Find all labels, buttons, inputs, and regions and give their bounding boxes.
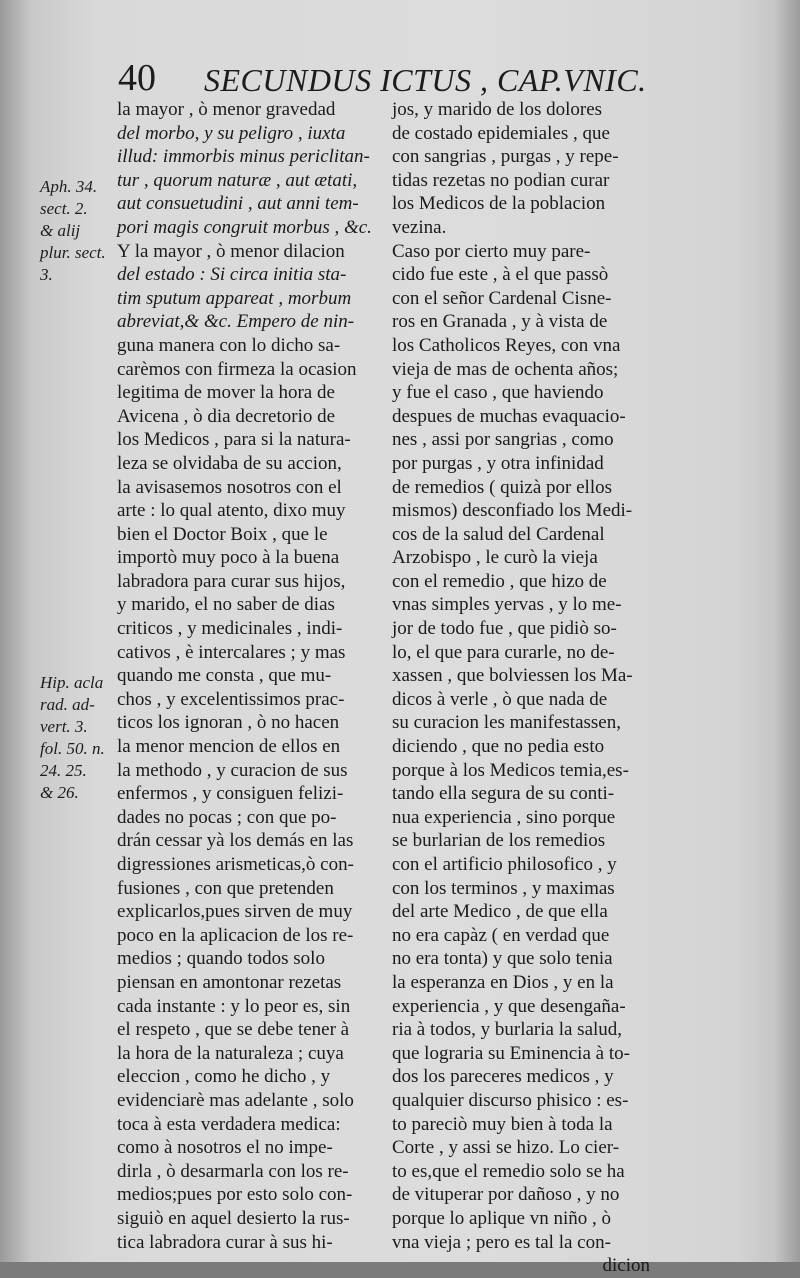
marginal-note-line: sect. 2. (40, 199, 88, 218)
text-line: Corte , y assi se hizo. Lo cier- (392, 1137, 620, 1159)
text-line: enfermos , y consiguen felizi- (117, 783, 344, 805)
text-line: qualquier discurso phisico : es- (392, 1089, 629, 1111)
text-line: mismos) desconfiado los Medi- (392, 500, 633, 522)
text-line: vezina. (392, 216, 447, 238)
text-line: toca à esta verdadera medica: (117, 1113, 341, 1135)
text-line: con el remedio , que hizo de (392, 570, 607, 592)
text-line: con el señor Cardenal Cisne- (392, 287, 612, 309)
text-line: arte : lo qual atento, dixo muy (117, 500, 346, 522)
text-line: nua experiencia , sino porque (392, 806, 616, 828)
marginal-note-line: fol. 50. n. (40, 739, 105, 758)
text-line: cada instante : y lo peor es, sin (117, 995, 351, 1017)
marginal-note-line: & 26. (40, 783, 79, 802)
text-line: importò muy poco à la buena (117, 547, 340, 569)
text-line: de remedios ( quizà por ellos (392, 476, 613, 498)
text-line: dicion (602, 1255, 650, 1277)
text-line: xassen , que bolviessen los Ma- (392, 665, 633, 687)
text-line: tando ella segura de su conti- (392, 783, 615, 805)
running-head: SECUNDUS ICTUS , CAP.VNIC. (204, 62, 647, 98)
marginal-note-line: & alij (40, 221, 81, 240)
text-line: medios;pues por esto solo con- (117, 1184, 353, 1206)
text-line: los Catholicos Reyes, con vna (392, 334, 621, 356)
marginal-note-line: Aph. 34. (40, 177, 98, 196)
text-line: diciendo , que no pedia esto (392, 736, 605, 758)
marginal-note-hippocrates (40, 672, 105, 804)
text-line: cos de la salud del Cardenal (392, 523, 605, 545)
text-line: por purgas , y otra infinidad (392, 452, 604, 474)
text-line: labradora para curar sus hijos, (117, 570, 346, 592)
text-line: la esperanza en Dios , y en la (392, 971, 614, 993)
text-line: del morbo, y su peligro , iuxta (117, 122, 346, 144)
text-line: porque lo aplique vn niño , ò (392, 1207, 611, 1229)
text-line: carèmos con firmeza la ocasion (117, 358, 357, 380)
text-line: jor de todo fue , que pidiò so- (392, 618, 617, 640)
text-line: pori magis congruit morbus , &c. (117, 216, 372, 238)
text-line: no era capàz ( en verdad que (392, 924, 610, 946)
text-line: despues de muchas evaquacio- (392, 405, 626, 427)
text-line: to pareciò muy bien à toda la (392, 1113, 613, 1135)
text-line: fusiones , con que pretenden (117, 877, 334, 899)
text-line: vna vieja ; pero es tal la con- (392, 1231, 611, 1253)
text-line: ticos los ignoran , ò no hacen (117, 712, 340, 734)
text-line: drán cessar yà los demás en las (117, 830, 354, 852)
text-line: con los terminos , y maximas (392, 877, 615, 899)
text-line: dos los pareceres medicos , y (392, 1066, 614, 1088)
text-line: porque à los Medicos temia,es- (392, 759, 629, 781)
text-line: cativos , è intercalares ; y mas (117, 641, 346, 663)
text-line: piensan en amontonar rezetas (117, 971, 342, 993)
text-line: experiencia , y que desengaña- (392, 995, 626, 1017)
text-line: dicos à verle , ò que nada de (392, 688, 608, 710)
marginal-note-line: vert. 3. (40, 717, 88, 736)
text-line: su curacion les manifestassen, (392, 712, 621, 734)
text-line: explicarlos,pues sirven de muy (117, 901, 353, 923)
text-line: la menor mencion de ellos en (117, 736, 341, 758)
text-line: guna manera con lo dicho sa- (117, 334, 341, 356)
marginal-note-line: 3. (40, 265, 53, 284)
text-line: que lograria su Eminencia à to- (392, 1042, 630, 1064)
text-column-right (392, 98, 650, 1278)
text-line: aut consuetudini , aut anni tem- (117, 193, 359, 215)
text-line: legitima de mover la hora de (117, 382, 335, 404)
text-line: nes , assi por sangrias , como (392, 429, 614, 451)
text-line: dirla , ò desarmarla con los re- (117, 1160, 349, 1182)
text-line: tica labradora curar à sus hi- (117, 1231, 333, 1253)
text-line: illud: immorbis minus periclitan- (117, 146, 370, 168)
text-line: to es,que el remedio solo se ha (392, 1160, 625, 1182)
text-line: y marido, el no saber de dias (117, 594, 335, 616)
text-line: Caso por cierto muy pare- (392, 240, 591, 262)
text-line: la mayor , ò menor gravedad (117, 99, 336, 120)
marginal-note-aphorism (40, 176, 106, 286)
text-line: criticos , y medicinales , indi- (117, 618, 343, 640)
text-line: tur , quorum naturæ , aut ætati, (117, 169, 358, 191)
text-line: y fue el caso , que haviendo (392, 382, 604, 404)
text-line: los Medicos , para si la natura- (117, 429, 351, 451)
text-line: se burlarian de los remedios (392, 830, 606, 852)
text-line: abreviat,& &c. Empero de nin- (117, 311, 355, 333)
text-line: tidas rezetas no podian curar (392, 169, 610, 191)
text-line: no era tonta) y que solo tenia (392, 948, 613, 970)
text-line: vnas simples yervas , y lo me- (392, 594, 622, 616)
text-line: la methodo , y curacion de sus (117, 759, 348, 781)
text-line: quando me consta , que mu- (117, 665, 332, 687)
text-line: de vituperar por dañoso , y no (392, 1184, 620, 1206)
text-line: del arte Medico , de que ella (392, 901, 608, 923)
page-number: 40 (118, 57, 156, 99)
text-column-left (117, 98, 379, 1254)
text-line: digressiones arismeticas,ò con- (117, 854, 354, 875)
text-line: Arzobispo , le curò la vieja (392, 547, 598, 569)
text-line: de costado epidemiales , que (392, 122, 610, 144)
text-line: evidenciarè mas adelante , solo (117, 1089, 354, 1111)
text-line: los Medicos de la poblacion (392, 193, 606, 215)
text-line: vieja de mas de ochenta años; (392, 358, 619, 380)
text-line: la avisasemos nosotros con el (117, 476, 342, 498)
text-line: como à nosotros el no impe- (117, 1137, 333, 1159)
page-header (118, 56, 647, 104)
text-line: Avicena , ò dia decretorio de (117, 405, 336, 427)
text-line: eleccion , como he dicho , y (117, 1066, 331, 1088)
text-line: ros en Granada , y à vista de (392, 311, 608, 333)
text-line: con sangrias , purgas , y repe- (392, 146, 619, 168)
text-line: poco en la aplicacion de los re- (117, 924, 354, 946)
text-line: con el artificio philosofico , y (392, 854, 617, 875)
text-line: ria à todos, y burlaria la salud, (392, 1019, 623, 1041)
marginal-note-line: Hip. acla (40, 673, 104, 692)
text-line: medios ; quando todos solo (117, 948, 325, 970)
text-line: dades no pocas ; con que po- (117, 806, 337, 828)
marginal-note-line: plur. sect. (40, 243, 106, 262)
text-line: cido fue este , à el que passò (392, 264, 609, 286)
text-line: lo, el que para curarle, no de- (392, 641, 615, 663)
text-line: jos, y marido de los dolores (392, 99, 603, 120)
text-line: bien el Doctor Boix , que le (117, 523, 328, 545)
text-line: siguiò en aquel desierto la rus- (117, 1207, 350, 1229)
text-line: el respeto , que se debe tener à (117, 1019, 350, 1041)
text-line: chos , y excelentissimos prac- (117, 688, 345, 710)
marginal-note-line: 24. 25. (40, 761, 87, 780)
text-line: Y la mayor , ò menor dilacion (117, 240, 345, 262)
marginal-note-line: rad. ad- (40, 695, 95, 714)
text-line: leza se olvidaba de su accion, (117, 452, 342, 474)
text-line: tim sputum appareat , morbum (117, 287, 352, 309)
text-line: del estado : Si circa initia sta- (117, 264, 347, 286)
text-line: la hora de la naturaleza ; cuya (117, 1042, 344, 1064)
